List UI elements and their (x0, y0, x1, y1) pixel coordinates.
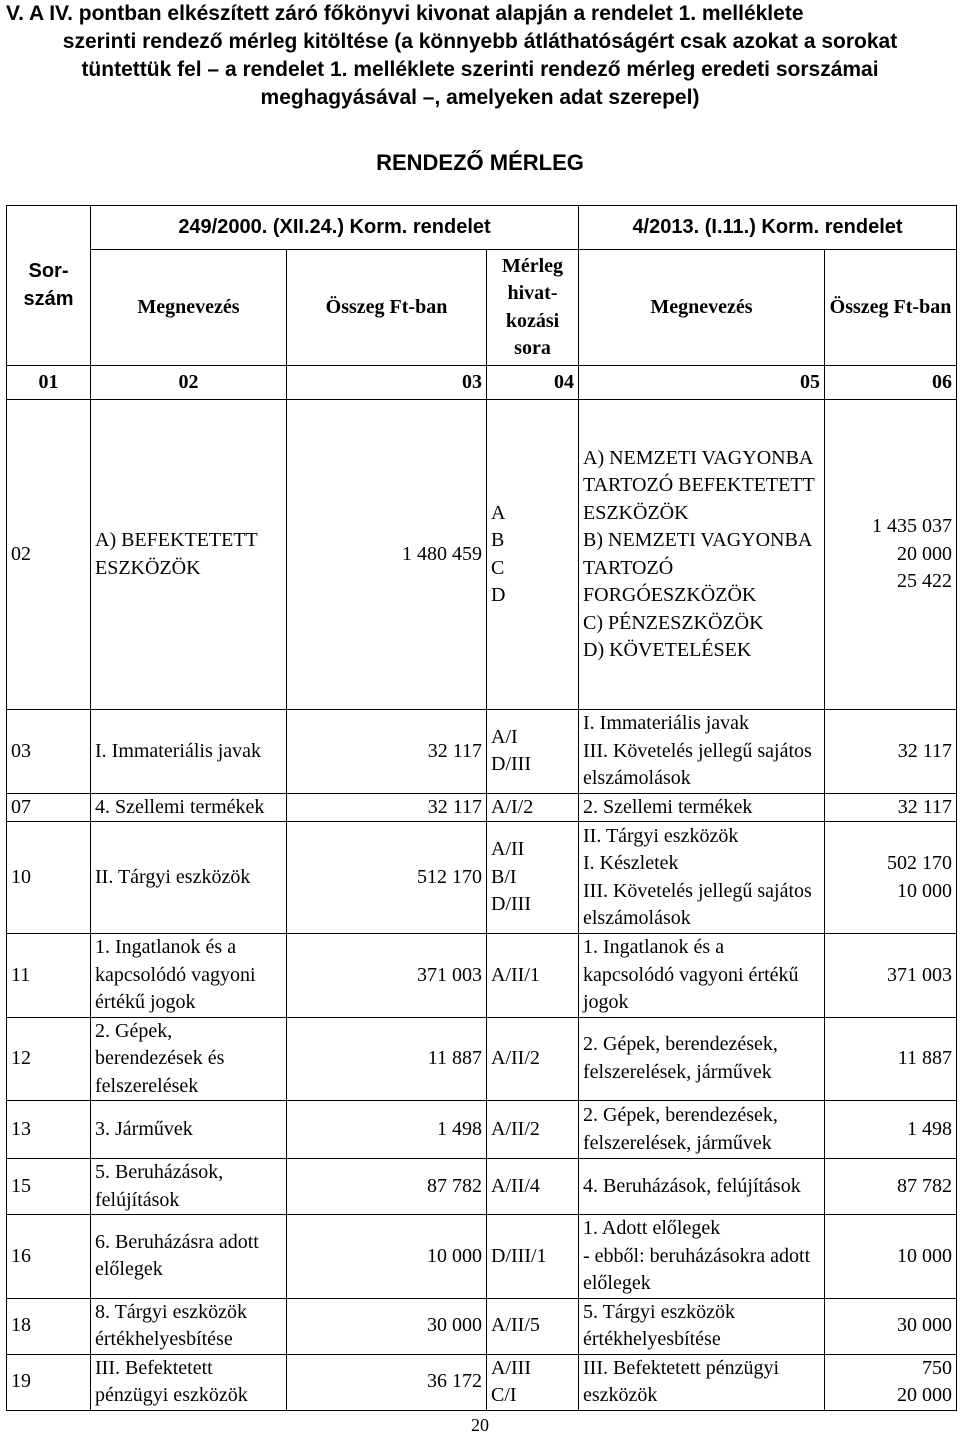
balance-reference: A B C D (487, 400, 579, 710)
balance-reference: A/I D/III (487, 710, 579, 794)
row-number: 16 (7, 1215, 91, 1299)
header-right-regulation: 4/2013. (I.11.) Korm. rendelet (579, 206, 957, 250)
row-number: 07 (7, 793, 91, 822)
item-amount: 32 117 (287, 793, 487, 822)
table-row (7, 822, 957, 934)
item-name: 3. Járművek (91, 1101, 287, 1159)
header-row-columns (7, 250, 957, 366)
table-row (7, 1215, 957, 1299)
item-amount: 30 000 (287, 1298, 487, 1354)
item-amount: 36 172 (287, 1354, 487, 1410)
item-name: 4. Szellemi termékek (91, 793, 287, 822)
item-name: 6. Beruházásra adott előlegek (91, 1215, 287, 1299)
balance-reference: D/III/1 (487, 1215, 579, 1299)
item-name-new: II. Tárgyi eszközök I. Készletek III. Követelés jellegű sajátos elszámolások (579, 822, 825, 934)
item-amount: 1 498 (287, 1101, 487, 1159)
intro-line-1: V. A IV. pontban elkészített záró főkönyvi kivonat alapján a rendelet 1. melléklete (6, 2, 804, 25)
table-row (7, 1298, 957, 1354)
item-amount: 371 003 (287, 934, 487, 1018)
row-number: 12 (7, 1017, 91, 1101)
item-amount-new: 10 000 (825, 1215, 957, 1299)
balance-reference: A/II/2 (487, 1017, 579, 1101)
table-row (7, 1159, 957, 1215)
page-title: RENDEZŐ MÉRLEG (376, 150, 584, 175)
intro-line-2: szerinti rendező mérleg kitöltése (a könnyebb átláthatóságért csak azokat a sorokat (62, 30, 898, 53)
row-number: 18 (7, 1298, 91, 1354)
page-number: 20 (471, 1415, 489, 1435)
row-number: 10 (7, 822, 91, 934)
item-name: A) BEFEKTETETT ESZKÖZÖK (91, 400, 287, 710)
item-amount-new: 87 782 (825, 1159, 957, 1215)
header-merleg-ref: Mérleg hivat-kozási sora (487, 250, 579, 366)
row-number: 03 (7, 710, 91, 794)
balance-reference: A/II/2 (487, 1101, 579, 1159)
table-row (7, 1354, 957, 1410)
row-number: 19 (7, 1354, 91, 1410)
table-row (7, 400, 957, 710)
row-number: 13 (7, 1101, 91, 1159)
table-row (7, 710, 957, 794)
header-sorszam: Sor-szám (7, 206, 91, 366)
item-amount-new: 32 117 (825, 793, 957, 822)
item-amount: 11 887 (287, 1017, 487, 1101)
intro-text (6, 0, 954, 112)
item-name-new: 2. Gépek, berendezések, felszerelések, járművek (579, 1017, 825, 1101)
item-amount-new: 502 170 10 000 (825, 822, 957, 934)
item-amount-new: 750 20 000 (825, 1354, 957, 1410)
item-name: III. Befektetett pénzügyi eszközök (91, 1354, 287, 1410)
item-amount: 512 170 (287, 822, 487, 934)
table-row (7, 1017, 957, 1101)
balance-reference: A/II/4 (487, 1159, 579, 1215)
colnum: 01 (7, 366, 91, 400)
header-left-regulation: 249/2000. (XII.24.) Korm. rendelet (91, 206, 579, 250)
item-amount-new: 1 498 (825, 1101, 957, 1159)
item-amount-new: 371 003 (825, 934, 957, 1018)
intro-line-3: tüntettük fel – a rendelet 1. melléklete szerinti rendező mérleg eredeti sorszámai (81, 58, 879, 81)
item-name-new: 2. Gépek, berendezések, felszerelések, járművek (579, 1101, 825, 1159)
item-name-new: 5. Tárgyi eszközök értékhelyesbítése (579, 1298, 825, 1354)
item-name: 8. Tárgyi eszközök értékhelyesbítése (91, 1298, 287, 1354)
header-row-regulations (7, 206, 957, 250)
balance-reference: A/II/5 (487, 1298, 579, 1354)
row-number: 15 (7, 1159, 91, 1215)
colnum: 04 (487, 366, 579, 400)
item-name: 5. Beruházások, felújítások (91, 1159, 287, 1215)
item-amount-new: 32 117 (825, 710, 957, 794)
table-row (7, 934, 957, 1018)
item-name-new: III. Befektetett pénzügyi eszközök (579, 1354, 825, 1410)
colnum: 06 (825, 366, 957, 400)
balance-reference: A/I/2 (487, 793, 579, 822)
intro-line-4: meghagyásával –, amelyeken adat szerepel) (260, 86, 700, 109)
item-name-new: 1. Ingatlanok és a kapcsolódó vagyoni értékű jogok (579, 934, 825, 1018)
balance-reference: A/III C/I (487, 1354, 579, 1410)
item-amount-new: 11 887 (825, 1017, 957, 1101)
item-name-new: 2. Szellemi termékek (579, 793, 825, 822)
balance-reference: A/II/1 (487, 934, 579, 1018)
item-name-new: 1. Adott előlegek - ebből: beruházásokra adott előlegek (579, 1215, 825, 1299)
header-osszeg: Összeg Ft-ban (287, 250, 487, 366)
colnum: 05 (579, 366, 825, 400)
colnum: 02 (91, 366, 287, 400)
item-name: 2. Gépek, berendezések és felszerelések (91, 1017, 287, 1101)
header-megnevezes-2: Megnevezés (579, 250, 825, 366)
colnum: 03 (287, 366, 487, 400)
item-amount: 1 480 459 (287, 400, 487, 710)
header-osszeg-2: Összeg Ft-ban (825, 250, 957, 366)
item-name: II. Tárgyi eszközök (91, 822, 287, 934)
balance-table (6, 205, 957, 1411)
column-number-row (7, 366, 957, 400)
table-row (7, 1101, 957, 1159)
balance-reference: A/II B/I D/III (487, 822, 579, 934)
row-number: 11 (7, 934, 91, 1018)
item-name: 1. Ingatlanok és a kapcsolódó vagyoni értékű jogok (91, 934, 287, 1018)
item-name-new: I. Immateriális javak III. Követelés jellegű sajátos elszámolások (579, 710, 825, 794)
item-amount: 87 782 (287, 1159, 487, 1215)
item-amount-new: 1 435 037 20 000 25 422 (825, 400, 957, 710)
item-amount: 32 117 (287, 710, 487, 794)
header-megnevezes: Megnevezés (91, 250, 287, 366)
item-amount: 10 000 (287, 1215, 487, 1299)
table-row (7, 793, 957, 822)
item-name: I. Immateriális javak (91, 710, 287, 794)
item-amount-new: 30 000 (825, 1298, 957, 1354)
row-number: 02 (7, 400, 91, 710)
item-name-new: 4. Beruházások, felújítások (579, 1159, 825, 1215)
item-name-new: A) NEMZETI VAGYONBA TARTOZÓ BEFEKTETETT ESZKÖZÖK B) NEMZETI VAGYONBA TARTOZÓ FORGÓESZKÖZÖK C) PÉNZESZKÖZÖK D) KÖVETELÉSEK (579, 400, 825, 710)
